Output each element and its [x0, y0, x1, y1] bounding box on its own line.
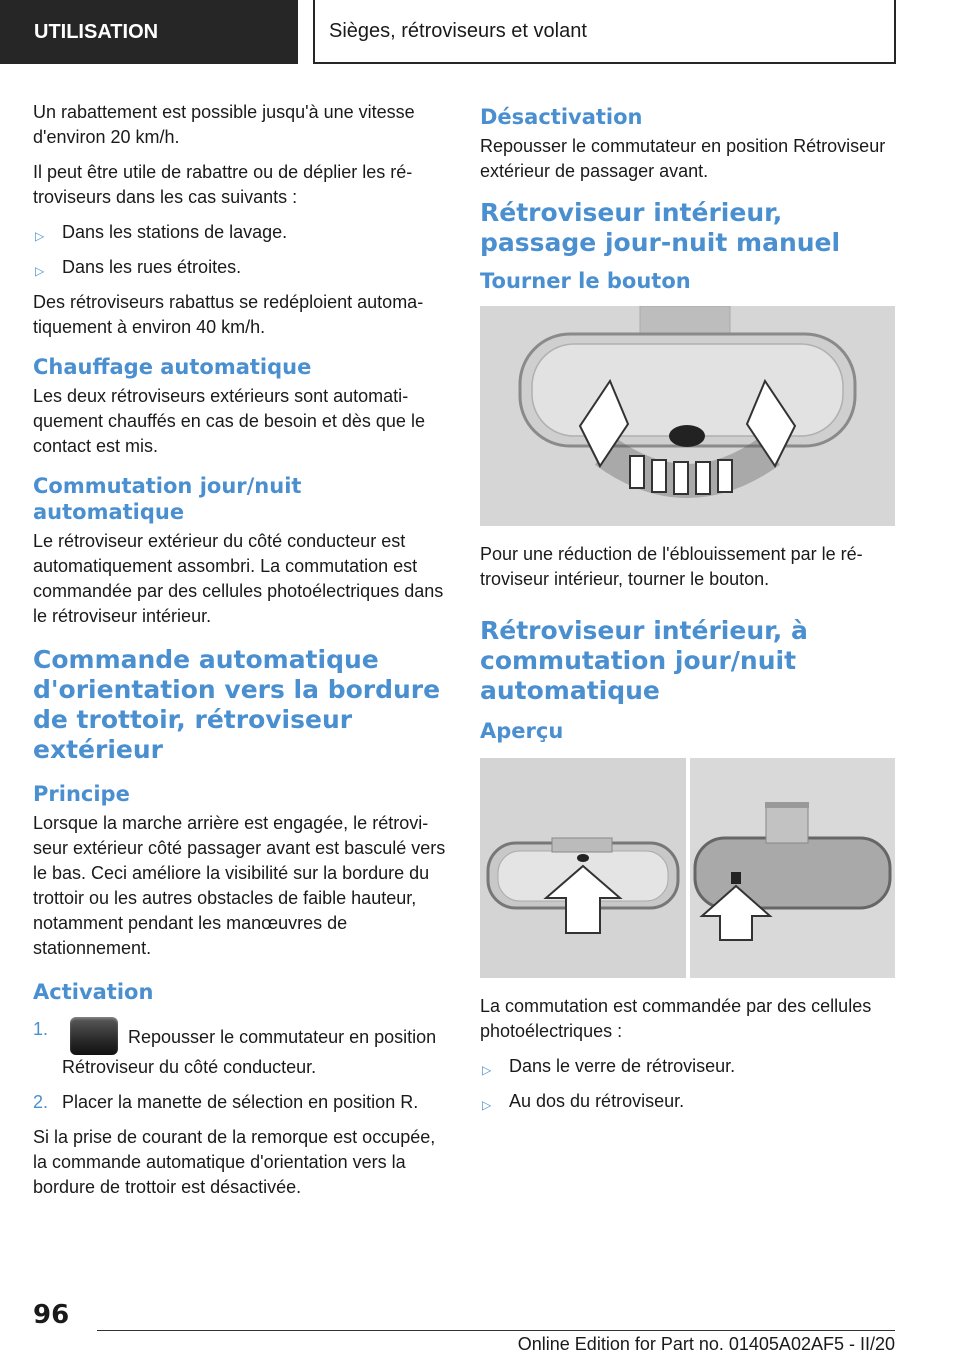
triangle-right-icon: ▷	[482, 1098, 492, 1112]
chapter-tab	[313, 0, 896, 64]
heading-auto: Rétroviseur intérieur, à commutation jour/nuit automatique	[480, 616, 808, 705]
footer-divider	[97, 1330, 895, 1331]
step-text: Placer la manette de sélection en position R.	[62, 1092, 419, 1112]
heading-apercu: Aperçu	[480, 719, 564, 743]
list-item	[480, 1054, 895, 1079]
list-item	[33, 255, 448, 280]
mirror-switch-icon	[70, 1017, 118, 1055]
chapter-title: Sièges, rétroviseurs et volant	[329, 19, 587, 42]
paragraph: La commutation est commandée par des cellules photoélectriques :	[480, 996, 872, 1041]
paragraph: Les deux rétroviseurs extérieurs sont automatiquement chauffés en cas de besoin et dès que le contact est mis.	[33, 386, 425, 456]
list-item-text: Dans les rues étroites.	[62, 257, 242, 277]
list-item	[33, 1017, 448, 1080]
list-item-text: Dans les stations de lavage.	[62, 222, 288, 242]
heading-manuel: Rétroviseur intérieur, passage jour-nuit manuel	[480, 198, 841, 257]
paragraph: Lorsque la marche arrière est engagée, le rétroviseur extérieur côté passager avant est basculé vers le bas. Ceci améliore la visibilité sur la bordure du trottoir ou les autres obstacles de faible hauteur, notamment pendant les manœuvres de stationnement.	[33, 813, 446, 958]
heading-principe: Principe	[33, 782, 130, 806]
mirror-sensors-figure	[480, 758, 895, 978]
triangle-right-icon: ▷	[35, 264, 45, 278]
bullet-list	[480, 1054, 895, 1114]
heading-commutation: Commutation jour/nuit automatique	[33, 474, 302, 524]
heading-desactivation: Désactivation	[480, 105, 643, 129]
right-column	[480, 100, 895, 1124]
paragraph: Un rabattement est possible jusqu'à une vitesse d'environ 20 km/h.	[33, 102, 415, 147]
bullet-list	[33, 220, 448, 280]
triangle-right-icon: ▷	[482, 1063, 492, 1077]
heading-tourner: Tourner le bouton	[480, 269, 691, 293]
list-item	[480, 1089, 895, 1114]
list-item	[33, 220, 448, 245]
paragraph: Des rétroviseurs rabattus se redéploient automatiquement à environ 40 km/h.	[33, 292, 424, 337]
heading-commande: Commande automatique d'orientation vers la bordure de trottoir, rétroviseur extérieur	[33, 645, 441, 764]
heading-activation: Activation	[33, 980, 154, 1004]
step-list	[33, 1017, 448, 1115]
step-number: 2.	[33, 1092, 49, 1112]
list-item-text: Au dos du rétroviseur.	[509, 1091, 685, 1111]
list-item-text: Dans le verre de rétroviseur.	[509, 1056, 736, 1076]
step-number: 1.	[33, 1019, 49, 1039]
triangle-right-icon: ▷	[35, 229, 45, 243]
step-text: Repousser le commutateur en position Rétroviseur du côté conducteur.	[62, 1027, 437, 1077]
paragraph: Si la prise de courant de la remorque est occupée, la commande automatique d'orientation vers la bordure de trottoir est désactivée.	[33, 1127, 436, 1197]
paragraph: Pour une réduction de l'éblouissement par le rétroviseur intérieur, tourner le bouton.	[480, 544, 863, 589]
list-item	[33, 1090, 448, 1115]
left-column	[33, 100, 448, 1210]
page-number: 96	[33, 1300, 70, 1330]
section-tab	[0, 0, 298, 64]
paragraph: Le rétroviseur extérieur du côté conducteur est automatiquement assombri. La commutation est commandée par des cellules photoélectriques dans le rétroviseur intérieur.	[33, 531, 444, 626]
paragraph: Il peut être utile de rabattre ou de déplier les rétroviseurs dans les cas suivants :	[33, 162, 413, 207]
mirror-knob-figure	[480, 306, 895, 526]
footer-edition: Online Edition for Part no. 01405A02AF5 - II/20	[517, 1334, 895, 1354]
heading-chauffage: Chauffage automatique	[33, 355, 312, 379]
paragraph: Repousser le commutateur en position Rétroviseur extérieur de passager avant.	[480, 136, 886, 181]
section-title: UTILISATION	[34, 20, 159, 43]
